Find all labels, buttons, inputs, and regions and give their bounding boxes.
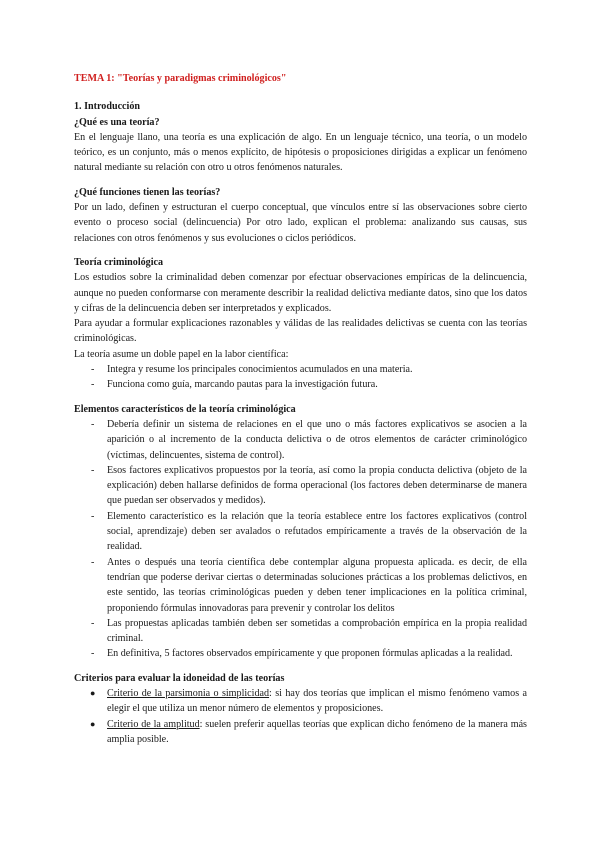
list-elementos (74, 417, 527, 662)
paragraph-definicion-teoria: En el lenguaje llano, una teoría es una explicación de algo. En un lenguaje técnico, una teoría, o un modelo teórico, es un conjunto, más o menos explícito, de hipótesis o proposiciones dirigidas a explicar un fenómeno natural mediante su relación con otro u otros fenómenos naturales. (74, 131, 527, 174)
list-item: - Elemento característico es la relación que la teoría establece entre los factores explicativos (control social, aprendizaje) deben ser avalados o refutados empíricamente a través de la observación de la realidad. (91, 509, 527, 555)
criterion-text: : suelen preferir aquellas teorías que explican dicho fenómeno de la manera más amplia posible. (107, 718, 527, 745)
list-item (90, 686, 527, 717)
criterion-text: : si hay dos teorías que implican el mismo fenómeno vamos a elegir el que utiliza un menor número de elementos y proposiciones. (107, 687, 527, 715)
list-item: - Funciona como guía, marcando pautas para la investigación futura. (91, 377, 527, 392)
subheading-que-es-teoria: ¿Qué es una teoría? (74, 116, 160, 128)
section-heading-funciones: ¿Qué funciones tienen las teorías? (74, 186, 221, 198)
document-page (74, 71, 527, 747)
list-criterios (74, 686, 527, 747)
section-heading-elementos: Elementos característicos de la teoría criminológica (74, 403, 296, 415)
list-item (90, 717, 527, 748)
paragraph-explicaciones: Para ayudar a formular explicaciones razonables y válidas de las realidades delictivas se cuenta con las teorías criminológicas. (74, 318, 527, 345)
criterion-label: Criterio de la amplitud (107, 718, 200, 730)
list-item: - Esos factores explicativos propuestos por la teoría, así como la propia conducta delictiva (objeto de la explicación) deben hallarse definidos de forma operacional (los factores deben determinarse de manera que puedan ser observados y medidos). (91, 463, 527, 509)
paragraph-estudios-criminalidad: Los estudios sobre la criminalidad deben comenzar por efectuar observaciones empíricas de la delincuencia, aunque no pueden conformarse con meramente describir la realidad delictiva mediante datos, sino que los datos y cifras de la delincuencia deben ser interpretados y explicados. (74, 272, 527, 314)
list-item: - Debería definir un sistema de relaciones en el que uno o más factores explicativos se asocien a la aparición o al incremento de la conducta delictiva o de otros elementos de carácter criminológico (víctimas, delincuentes, sistema de control). (91, 417, 527, 463)
bullet-icon: ● (90, 718, 96, 729)
document-title: TEMA 1: "Teorías y paradigmas criminológicos" (74, 73, 287, 84)
list-item: - Antes o después una teoría científica debe contemplar alguna propuesta aplicada. es decir, de ella tendrían que poderse derivar ciertas o determinadas soluciones prácticas a los problemas delictivos, en este sentido, las teorías criminológicas pueden y deben tener implicaciones en la política criminal, proponiendo fórmulas innovadoras para prevenir y controlar los delitos (91, 555, 527, 616)
list-item: - Integra y resume los principales conocimientos acumulados en una materia. (91, 362, 527, 377)
bullet-icon: ● (90, 687, 96, 698)
paragraph-doble-papel: La teoría asume un doble papel en la labor científica: (74, 348, 289, 360)
criterion-label: Criterio de la parsimonia o simplicidad (107, 687, 270, 699)
section-heading-teoria-criminologica: Teoría criminológica (74, 256, 164, 268)
list-item: - En definitiva, 5 factores observados empíricamente y que proponen fórmulas aplicadas a la realidad. (91, 646, 527, 661)
section-heading-introduccion: 1. Introducción (74, 101, 140, 113)
paragraph-funciones: Por un lado, definen y estructuran el cuerpo conceptual, que vínculos entre sí las observaciones sobre cierto evento o proceso social (delincuencia) Por otro lado, explican el problema: analizando sus causas, sus relaciones con otros fenómenos y sus evoluciones o ciclos periódicos. (74, 202, 527, 244)
list-doble-papel (74, 362, 527, 393)
list-item: - Las propuestas aplicadas también deben ser sometidas a comprobación empírica en la propia realidad criminal. (91, 616, 527, 647)
section-heading-criterios: Criterios para evaluar la idoneidad de las teorías (74, 672, 285, 684)
